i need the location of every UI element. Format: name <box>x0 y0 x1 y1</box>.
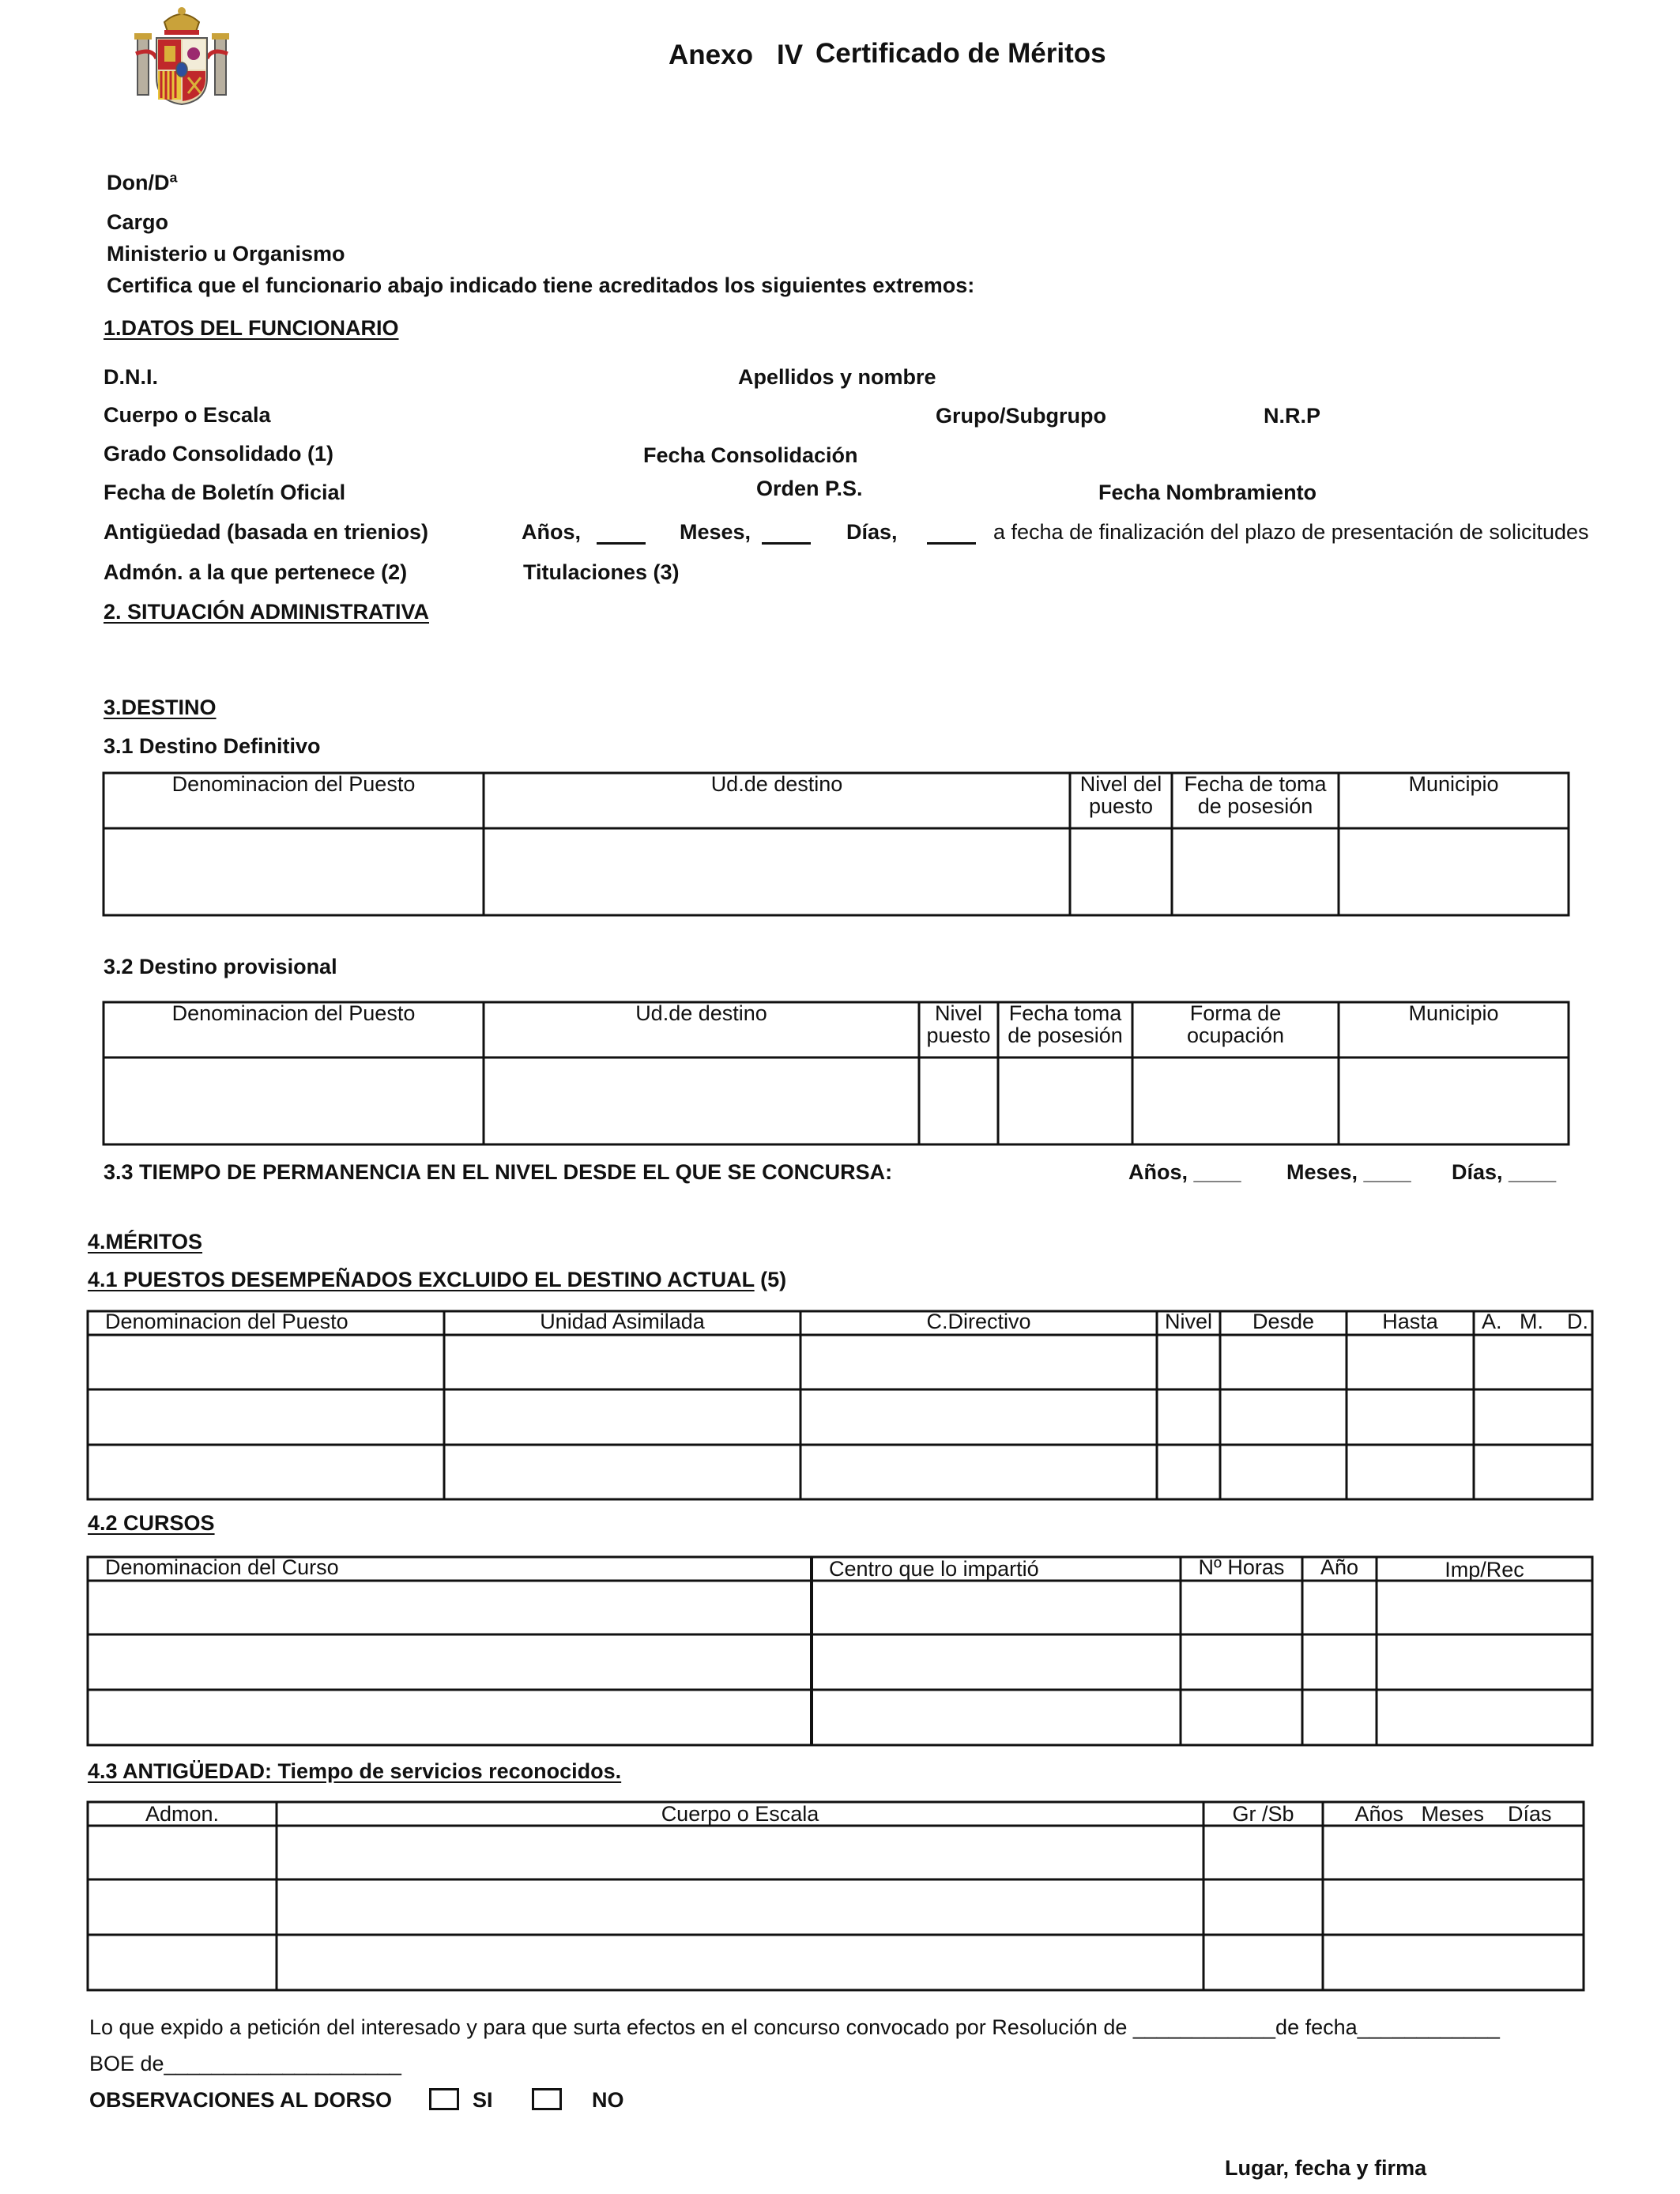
t31-header-fecha-toma: Fecha de toma de posesión <box>1184 772 1327 818</box>
t41-header-directivo: C.Directivo <box>926 1310 1031 1333</box>
section-3-2-title: 3.2 Destino provisional <box>104 955 337 978</box>
section-3-3-title: 3.3 TIEMPO DE PERMANENCIA EN EL NIVEL DESDE EL QUE SE CONCURSA: <box>104 1160 893 1184</box>
t32-header-nivel: Nivel puesto <box>926 1001 991 1047</box>
section-4-1-title: 4.1 PUESTOS DESEMPEÑADOS EXCLUIDO EL DESTINO ACTUAL <box>88 1268 755 1291</box>
ministerio-label: Ministerio u Organismo <box>107 242 345 266</box>
t32-header-denominacion: Denominacion del Puesto <box>171 1001 416 1025</box>
antiguedad-label: Antigüedad (basada en trienios) <box>104 520 429 544</box>
fecha-consolidacion-label: Fecha Consolidación <box>643 443 858 467</box>
annex-label: Anexo <box>669 40 753 70</box>
t31-header-ud-destino: Ud.de destino <box>710 772 843 796</box>
dni-label: D.N.I. <box>104 365 159 389</box>
section-4-1-note: (5) <box>760 1268 787 1291</box>
t42-header-horas: Nº Horas <box>1198 1555 1285 1579</box>
antiguedad-dias-label: Días, <box>846 520 898 544</box>
t32-header-municipio: Municipio <box>1408 1001 1499 1025</box>
t41-header-hasta: Hasta <box>1382 1310 1438 1333</box>
observaciones-si-checkbox[interactable] <box>429 2088 459 2110</box>
t42-header-denominacion: Denominacion del Curso <box>105 1555 339 1579</box>
section-4-title: 4.MÉRITOS <box>88 1230 203 1253</box>
t31-header-municipio: Municipio <box>1408 772 1499 796</box>
cuerpo-label: Cuerpo o Escala <box>104 403 271 427</box>
section-4-1-title-line <box>88 1268 786 1292</box>
a-fecha-text: a fecha de finalización del plazo de presentación de solicitudes <box>993 520 1589 544</box>
grupo-label: Grupo/Subgrupo <box>936 404 1106 428</box>
t41-header-desde: Desde <box>1252 1310 1315 1333</box>
t43-header-gr-sb: Gr /Sb <box>1232 1802 1294 1826</box>
grado-label: Grado Consolidado (1) <box>104 442 334 466</box>
t41-header-nivel: Nivel <box>1164 1310 1212 1333</box>
observaciones-no-checkbox[interactable] <box>532 2088 562 2110</box>
firma-label: Lugar, fecha y firma <box>1225 2156 1427 2180</box>
admon-label: Admón. a la que pertenece (2) <box>104 560 408 584</box>
permanencia-dias: Días, ____ <box>1452 1160 1557 1184</box>
t32-header-fecha-toma: Fecha toma de posesión <box>1008 1001 1123 1047</box>
t42-header-imp-rec: Imp/Rec <box>1445 1558 1524 1581</box>
t32-header-ud-destino: Ud.de destino <box>635 1001 767 1025</box>
fecha-boletin-label: Fecha de Boletín Oficial <box>104 481 346 504</box>
page-title: Certificado de Méritos <box>816 38 1106 69</box>
apellidos-label: Apellidos y nombre <box>738 365 936 389</box>
annex-number: IV <box>777 40 804 70</box>
permanencia-anos: Años, ____ <box>1128 1160 1241 1184</box>
titulaciones-label: Titulaciones (3) <box>523 560 680 584</box>
t31-header-denominacion: Denominacion del Puesto <box>171 772 416 796</box>
t41-header-denominacion: Denominacion del Puesto <box>105 1310 348 1333</box>
t32-header-forma-ocupacion: Forma de ocupación <box>1186 1001 1285 1047</box>
observaciones-no-label: NO <box>592 2088 624 2112</box>
t43-header-cuerpo: Cuerpo o Escala <box>661 1802 819 1826</box>
t43-header-admon: Admon. <box>145 1802 220 1826</box>
t41-header-unidad: Unidad Asimilada <box>540 1310 705 1333</box>
orden-label: Orden P.S. <box>756 477 863 500</box>
t42-header-ano: Año <box>1320 1555 1359 1579</box>
section-4-3-title: 4.3 ANTIGÜEDAD: Tiempo de servicios reconocidos. <box>88 1759 622 1783</box>
section-2-title: 2. SITUACIÓN ADMINISTRATIVA <box>104 600 430 624</box>
nrp-label: N.R.P <box>1264 404 1321 428</box>
section-3-1-title: 3.1 Destino Definitivo <box>104 734 321 758</box>
permanencia-meses: Meses, ____ <box>1286 1160 1411 1184</box>
t41-header-amd: A. M. D. <box>1482 1310 1589 1333</box>
boe-text: BOE de____________________ <box>89 2052 401 2075</box>
certifica-text: Certifica que el funcionario abajo indicado tiene acreditados los siguientes extremos: <box>107 273 975 297</box>
section-1-title: 1.DATOS DEL FUNCIONARIO <box>104 316 399 340</box>
antiguedad-meses-label: Meses, <box>680 520 751 544</box>
observaciones-label: OBSERVACIONES AL DORSO <box>89 2088 393 2112</box>
t43-header-anos-meses-dias: Años Meses Días <box>1354 1802 1552 1826</box>
don-label: Don/Dª <box>107 171 178 194</box>
expido-text: Lo que expido a petición del interesado y para que surta efectos en el concurso convocado por Resolución de ____________de fecha____________ <box>89 2015 1500 2039</box>
t42-header-centro: Centro que lo impartió <box>829 1557 1039 1581</box>
fecha-nombramiento-label: Fecha Nombramiento <box>1098 481 1317 504</box>
section-3-title: 3.DESTINO <box>104 696 217 719</box>
cargo-label: Cargo <box>107 210 169 234</box>
section-4-2-title: 4.2 CURSOS <box>88 1511 215 1535</box>
antiguedad-anos-label: Años, <box>522 520 582 544</box>
t31-header-nivel: Nivel del puesto <box>1079 772 1162 818</box>
observaciones-si-label: SI <box>473 2088 493 2112</box>
